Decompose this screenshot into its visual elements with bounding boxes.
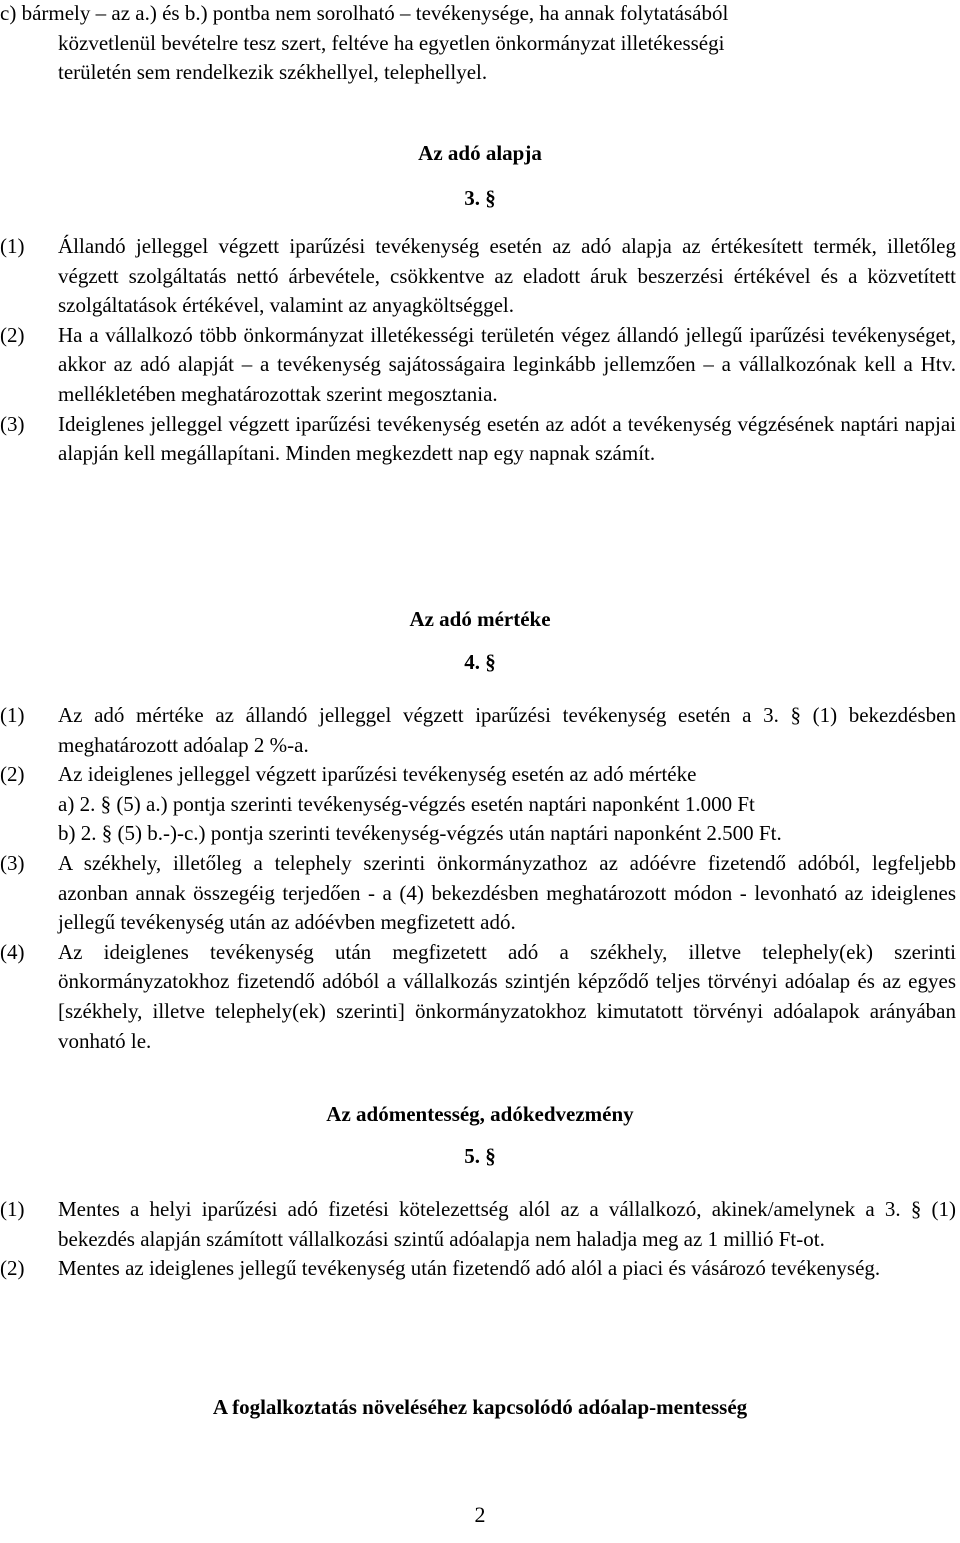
paragraph-text: Az ideiglenes tevékenység után megfizetett adó a székhely, illetve telephely(ek) szerinti önkormányzatokhoz fizetendő adóból a vállalkozás szintjén képződő teljes törvényi adóalap és az egyes [székhely, illetve telephely(ek) szerinti] önkormányzatokhoz kimutatott törvényi adóalapok arányában vonható le.: [58, 939, 956, 1053]
paragraph-number: (2): [0, 762, 25, 787]
paragraph-number: (2): [0, 322, 25, 347]
section-body: [0, 701, 956, 1056]
paragraph-number: (1): [0, 1197, 25, 1221]
paragraph: [0, 232, 956, 321]
sub-item: a) 2. § (5) a.) pontja szerinti tevékenység-végzés esetén naptári naponként 1.000 Ft: [58, 791, 755, 816]
section-body: [0, 1195, 956, 1284]
section-number: 3. §: [464, 186, 496, 210]
paragraph-number: (1): [0, 703, 25, 727]
sub-item: b) 2. § (5) b.-)-c.) pontja szerinti tevékenység-végzés után naptári naponként 2.500 Ft.: [58, 821, 782, 846]
paragraph-text: Állandó jelleggel végzett iparűzési tevékenység esetén az adó alapja az értékesített termék, illetőleg végzett szolgáltatás nettó árbevétele, csökkentve az eladott áruk beszerzési értékével és a közvetített szolgáltatások értékével, valamint az anyagköltséggel.: [58, 234, 956, 318]
intro-line: c) bármely – az a.) és b.) pontba nem sorolható – tevékenysége, ha annak folytatásából: [0, 1, 729, 25]
paragraph: [0, 849, 956, 938]
intro-paragraph: [0, 0, 955, 88]
paragraph-text: Az adó mértéke az állandó jelleggel végzett iparűzési tevékenység esetén a 3. § (1) bekezdésben meghatározott adóalap 2 %-a.: [58, 703, 956, 757]
paragraph-text: Mentes a helyi iparűzési adó fizetési kötelezettség alól az a vállalkozó, akinek/amelynek a 3. § (1) bekezdés alapján számított vállalkozási szintű adóalapja nem haladja meg az 1 millió Ft-ot.: [58, 1197, 956, 1251]
intro-line: területén sem rendelkezik székhellyel, telephellyel.: [58, 60, 488, 85]
paragraph: [0, 321, 956, 410]
paragraph: [0, 938, 956, 1056]
paragraph: [0, 701, 956, 760]
paragraph: [0, 410, 956, 469]
section-heading: A foglalkoztatás növeléséhez kapcsolódó adóalap-mentesség: [212, 1395, 748, 1419]
paragraph-number: (3): [0, 850, 25, 875]
paragraph-lead: Az ideiglenes jelleggel végzett iparűzési tevékenység esetén az adó mértéke: [58, 762, 697, 787]
paragraph-text: A székhely, illetőleg a telephely szerinti önkormányzathoz az adóévre fizetendő adóból, legfeljebb azonban annak összegéig terjedően - a (4) bekezdésben meghatározott módon - levonható az ideiglenes jellegű tevékenység után az adóévben megfizetett adó.: [58, 850, 956, 935]
paragraph-text: Ha a vállalkozó több önkormányzat illetékességi területén végez állandó jellegű iparűzési tevékenységet, akkor az adó alapját – a tevékenység sajátosságaira leginkább jellemzően – a vállalkozónak kell a Htv. mellékletében meghatározottak szerint megosztania.: [58, 322, 956, 406]
paragraph-number: (4): [0, 939, 25, 964]
paragraph-number: (2): [0, 1256, 25, 1281]
section-number: 4. §: [464, 650, 496, 674]
intro-line: közvetlenül bevételre tesz szert, feltéve ha egyetlen önkormányzat illetékességi: [58, 30, 725, 55]
section-number: 5. §: [464, 1144, 496, 1168]
paragraph-text: Ideiglenes jelleggel végzett iparűzési tevékenység esetén az adót a tevékenység végzésének naptári napjai alapján kell megállapítani. Minden megkezdett nap egy napnak számít.: [58, 411, 956, 466]
section-heading: Az adómentesség, adókedvezmény: [326, 1102, 634, 1126]
section-heading: Az adó mértéke: [409, 607, 551, 631]
paragraph-text: [58, 760, 956, 849]
paragraph: [0, 760, 956, 849]
paragraph-text: Mentes az ideiglenes jellegű tevékenység után fizetendő adó alól a piaci és vásározó tevékenység.: [58, 1256, 881, 1281]
section-body: [0, 232, 956, 469]
page-number: 2: [474, 1502, 486, 1527]
section-heading: Az adó alapja: [418, 141, 542, 165]
paragraph-number: (1): [0, 234, 25, 258]
paragraph-number: (3): [0, 411, 25, 436]
paragraph: [0, 1195, 956, 1254]
paragraph: [0, 1254, 956, 1284]
